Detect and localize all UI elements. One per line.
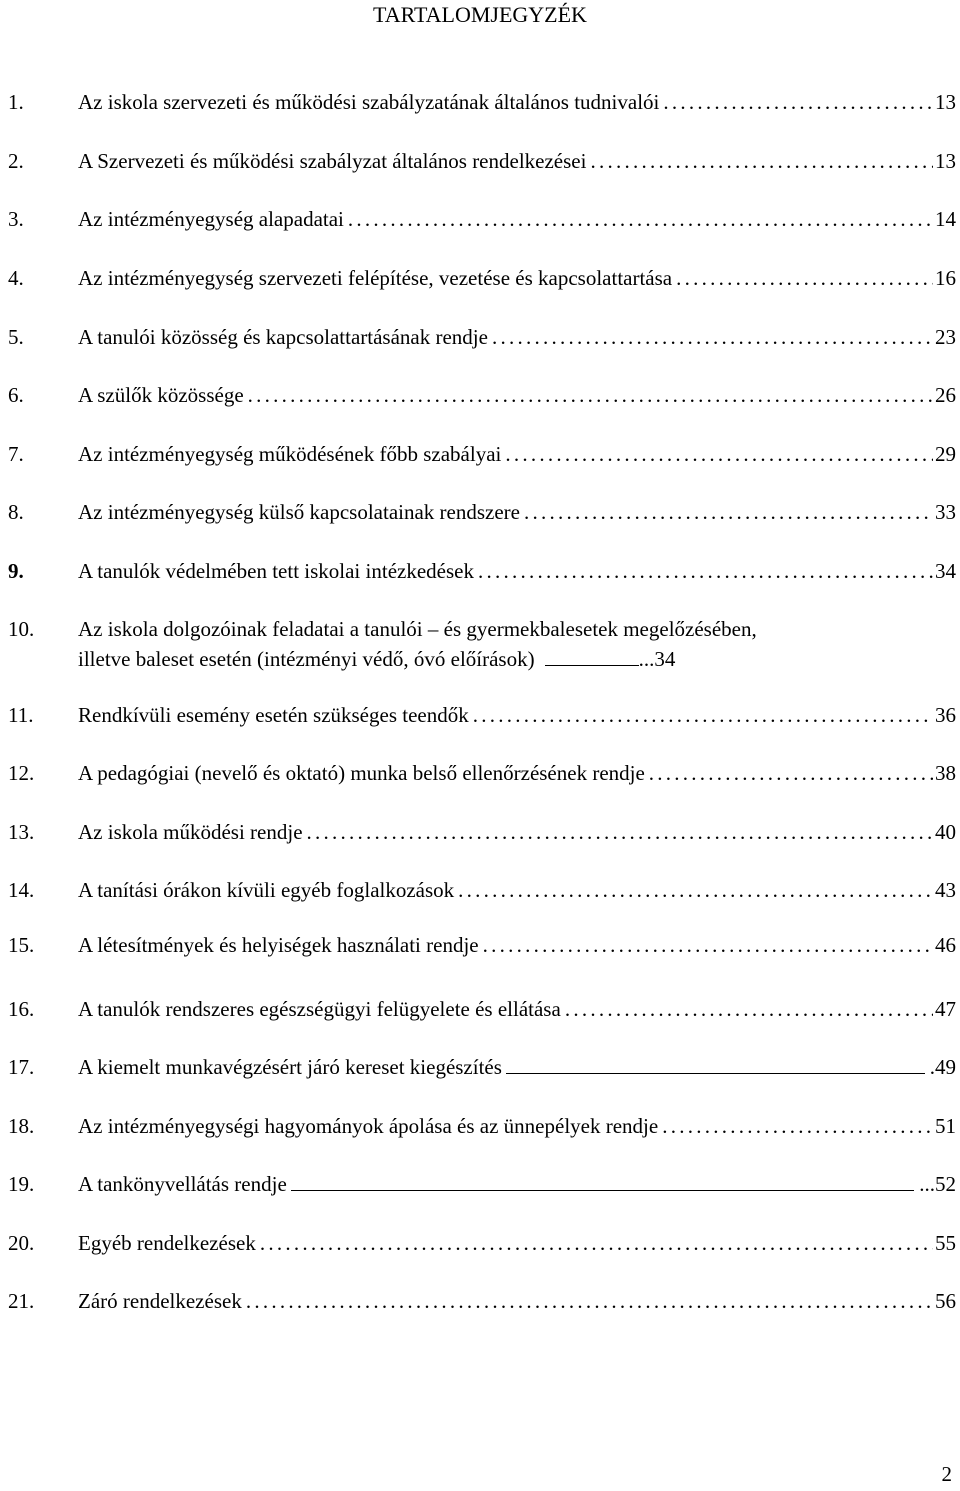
dot-leader	[246, 1288, 933, 1314]
entry-page: 16	[935, 266, 956, 290]
entry-title: Záró rendelkezések	[78, 1289, 242, 1313]
entry-title: A tankönyvellátás rendje	[78, 1172, 287, 1196]
toc-entry[interactable]	[8, 206, 956, 232]
entry-title: A tanulói közösség és kapcsolattartásának rendje	[78, 325, 488, 349]
entry-page: 23	[935, 325, 956, 349]
entry-number: 20.	[8, 1231, 35, 1255]
entry-number: 13.	[8, 820, 35, 844]
entry-title: Rendkívüli esemény esetén szükséges teendők	[78, 703, 469, 727]
toc-entry[interactable]	[8, 148, 956, 174]
entry-page: 29	[935, 442, 956, 466]
toc-entry[interactable]	[8, 324, 956, 350]
entry-page: 55	[935, 1231, 956, 1255]
entry-title: A Szervezeti és működési szabályzat általános rendelkezései	[78, 149, 587, 173]
entry-page: 47	[935, 997, 956, 1021]
entry-number: 6.	[8, 383, 24, 407]
entry-page: 46	[935, 933, 956, 957]
entry-number: 7.	[8, 442, 24, 466]
entry-title: A tanulók rendszeres egészségügyi felügyelete és ellátása	[78, 997, 561, 1021]
entry-page: ...34	[638, 647, 676, 671]
page-title: TARTALOMJEGYZÉK	[373, 2, 587, 27]
entry-title: Az intézményegység külső kapcsolatainak rendszere	[78, 500, 520, 524]
toc-entry[interactable]	[8, 1054, 956, 1080]
entry-number: 18.	[8, 1114, 35, 1138]
dot-leader	[505, 441, 933, 467]
dot-leader	[662, 1113, 933, 1139]
entry-number: 1.	[8, 90, 24, 114]
entry-title: Az intézményegység alapadatai	[78, 207, 344, 231]
entry-number: 15.	[8, 933, 35, 957]
entry-title-line2-wrap	[78, 644, 675, 674]
dot-leader	[524, 499, 933, 525]
entry-page: 36	[935, 703, 956, 727]
toc-entry[interactable]	[8, 441, 956, 467]
entry-number: 17.	[8, 1055, 35, 1079]
entry-number: 4.	[8, 266, 24, 290]
entry-title: Az intézményegység szervezeti felépítése, vezetése és kapcsolattartása	[78, 266, 673, 290]
dot-leader	[348, 206, 933, 232]
dash-leader	[545, 651, 639, 666]
entry-title-line1: Az iskola dolgozóinak feladatai a tanulói – és gyermekbalesetek megelőzésében,	[78, 617, 757, 641]
dot-leader	[492, 324, 933, 350]
toc-entry[interactable]	[8, 265, 956, 291]
entry-title: A létesítmények és helyiségek használati rendje	[78, 933, 479, 957]
dot-leader	[248, 382, 933, 408]
dot-leader	[478, 558, 933, 584]
entry-page: 40	[935, 820, 956, 844]
entry-page: 13	[935, 90, 956, 114]
toc-entry[interactable]	[8, 760, 956, 786]
dot-leader	[663, 89, 933, 115]
toc-entry[interactable]	[8, 382, 956, 408]
entry-page: 38	[935, 761, 956, 785]
entry-page: 33	[935, 500, 956, 524]
entry-page: 14	[935, 207, 956, 231]
toc-entry[interactable]	[8, 702, 956, 728]
entry-title: A tanulók védelmében tett iskolai intézkedések	[78, 559, 474, 583]
toc-entry[interactable]	[8, 1288, 956, 1314]
entry-title: A tanítási órákon kívüli egyéb foglalkozások	[78, 878, 455, 902]
entry-title: Egyéb rendelkezések	[78, 1231, 256, 1255]
entry-number: 11.	[8, 703, 34, 727]
entry-page: 13	[935, 149, 956, 173]
toc-entry[interactable]	[8, 1230, 956, 1256]
entry-number: 8.	[8, 500, 24, 524]
dot-leader	[307, 819, 933, 845]
dot-leader	[260, 1230, 933, 1256]
entry-title: A kiemelt munkavégzésért járó kereset kiegészítés	[78, 1055, 502, 1079]
entry-number: 14.	[8, 878, 35, 902]
toc-entry[interactable]	[8, 819, 956, 845]
entry-page: 34	[935, 559, 956, 583]
toc-entry[interactable]	[8, 877, 956, 903]
entry-title: Az intézményegység működésének főbb szabályai	[78, 442, 502, 466]
entry-number: 16.	[8, 997, 35, 1021]
entry-number: 3.	[8, 207, 24, 231]
entry-number: 5.	[8, 325, 24, 349]
entry-page: 26	[935, 383, 956, 407]
toc-entry[interactable]	[8, 614, 956, 674]
dot-leader	[483, 932, 933, 958]
entry-number: 10.	[8, 617, 35, 641]
entry-number: 19.	[8, 1172, 35, 1196]
entry-title: A pedagógiai (nevelő és oktató) munka belső ellenőrzésének rendje	[78, 761, 645, 785]
toc-entry[interactable]	[8, 89, 956, 115]
toc-entry[interactable]	[8, 996, 956, 1022]
entry-title: A szülők közössége	[78, 383, 244, 407]
dot-leader	[649, 760, 933, 786]
dot-leader	[458, 877, 933, 903]
entry-number: 9.	[8, 559, 24, 583]
entry-title-line2: illetve baleset esetén (intézményi védő, óvó előírások)	[78, 647, 535, 671]
dot-leader	[565, 996, 933, 1022]
dash-leader	[291, 1176, 914, 1191]
entry-title: Az iskola szervezeti és működési szabályzatának általános tudnivalói	[78, 90, 660, 114]
toc-entry[interactable]	[8, 499, 956, 525]
toc-entry[interactable]	[8, 1171, 956, 1197]
dash-leader	[506, 1059, 925, 1074]
entry-page: ...52	[919, 1172, 956, 1196]
toc-entry[interactable]	[8, 558, 956, 584]
dot-leader	[676, 265, 933, 291]
entry-page: 56	[935, 1289, 956, 1313]
entry-number: 21.	[8, 1289, 35, 1313]
toc-entry[interactable]	[8, 1113, 956, 1139]
dot-leader	[590, 148, 933, 174]
entry-page: .49	[929, 1055, 956, 1079]
dot-leader	[473, 702, 933, 728]
entry-number: 2.	[8, 149, 24, 173]
toc-entry[interactable]	[8, 932, 956, 958]
entry-title: Az intézményegységi hagyományok ápolása és az ünnepélyek rendje	[78, 1114, 659, 1138]
entry-page: 51	[935, 1114, 956, 1138]
entry-number: 12.	[8, 761, 35, 785]
entry-title: Az iskola működési rendje	[78, 820, 303, 844]
page-number: 2	[941, 1462, 952, 1486]
entry-page: 43	[935, 878, 956, 902]
